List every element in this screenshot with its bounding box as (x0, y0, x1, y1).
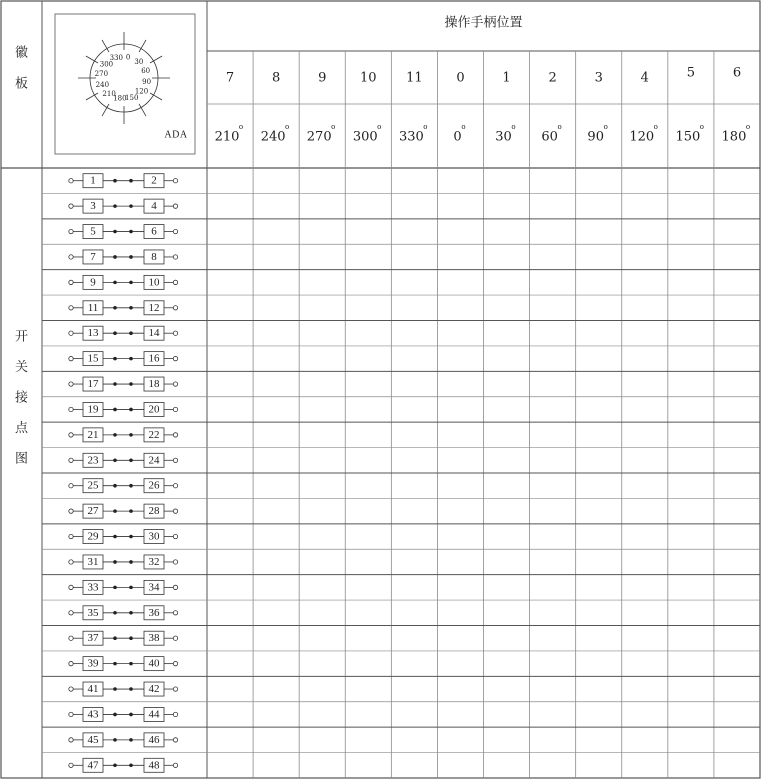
contact-dot (113, 662, 117, 666)
contact-dot (129, 382, 133, 386)
terminal-circle (173, 712, 177, 716)
degree-mark: o (423, 123, 428, 131)
position-angle (353, 123, 382, 145)
terminal-circle (173, 484, 177, 488)
terminal-circle (69, 356, 73, 360)
dial-label: 270 (94, 70, 109, 79)
terminal-circle (69, 331, 73, 335)
contact-dot (129, 484, 133, 488)
contact-dot (113, 738, 117, 742)
contact-number: 38 (148, 632, 160, 645)
degree-mark: o (377, 123, 382, 131)
terminal-circle (173, 255, 177, 259)
terminal-circle (173, 204, 177, 208)
dial-label: 60 (141, 66, 151, 75)
side-label-char: 接 (14, 390, 29, 406)
dial-label: 30 (134, 57, 144, 66)
contact-dot (129, 560, 133, 564)
dial-label: 210 (102, 90, 116, 99)
angle-value: 120 (629, 129, 655, 145)
contact-dot (113, 382, 117, 386)
contact-number: 30 (148, 530, 160, 543)
contact-pair (69, 326, 178, 340)
contact-number: 14 (148, 327, 160, 340)
contact-pair (69, 174, 178, 188)
contact-dot (113, 458, 117, 462)
position-number: 4 (640, 70, 649, 86)
contact-number: 9 (90, 276, 96, 289)
dial-label: 0 (125, 53, 131, 62)
terminal-circle (69, 534, 73, 538)
contact-dot (113, 484, 117, 488)
contact-dot (129, 357, 133, 361)
contact-number: 36 (148, 606, 160, 619)
contact-number: 26 (148, 479, 160, 492)
terminal-circle (173, 280, 177, 284)
contact-pair (69, 682, 178, 696)
contact-number: 24 (148, 454, 160, 467)
contact-number: 1 (90, 174, 96, 187)
terminal-circle (173, 407, 177, 411)
position-number: 7 (225, 70, 235, 86)
position-angle (307, 123, 336, 145)
contact-number: 35 (87, 606, 99, 619)
contact-number: 18 (148, 378, 160, 391)
position-number: 0 (456, 70, 465, 86)
contact-dot (113, 611, 117, 615)
degree-mark: o (557, 123, 562, 131)
angle-value: 330 (398, 129, 424, 145)
position-angle (453, 123, 465, 145)
contact-number: 39 (87, 657, 99, 670)
terminal-circle (69, 179, 73, 183)
terminal-circle (69, 560, 73, 564)
contact-pair (69, 275, 178, 289)
terminal-circle (173, 306, 177, 310)
angle-value: 30 (495, 129, 512, 145)
terminal-circle (173, 534, 177, 538)
terminal-circle (69, 229, 73, 233)
contact-dot (129, 255, 133, 259)
contact-dot (129, 331, 133, 335)
terminal-circle (173, 509, 177, 513)
contact-pair (69, 352, 178, 366)
contact-number: 5 (90, 225, 96, 238)
terminal-circle (69, 280, 73, 284)
terminal-circle (173, 738, 177, 742)
contact-number: 40 (148, 657, 160, 670)
contact-number: 8 (151, 250, 157, 263)
position-number: 9 (318, 70, 327, 86)
contact-number: 31 (87, 555, 99, 568)
contact-number: 21 (87, 428, 99, 441)
contact-dot (129, 433, 133, 437)
position-number: 1 (502, 70, 511, 86)
degree-mark: o (745, 123, 751, 131)
contact-pair (69, 707, 178, 721)
angle-value: 150 (675, 129, 701, 145)
angle-value: 270 (306, 129, 332, 145)
contact-dot (113, 509, 117, 513)
terminal-circle (69, 763, 73, 767)
contact-number: 17 (87, 378, 99, 391)
terminal-circle (69, 712, 73, 716)
angle-value: 90 (587, 129, 604, 145)
contact-dot (129, 204, 133, 208)
contact-pair (69, 402, 178, 416)
contact-number: 12 (148, 301, 160, 314)
degree-mark: o (331, 123, 336, 131)
contact-number: 7 (90, 250, 96, 263)
terminal-circle (173, 661, 177, 665)
side-label-char: 点 (14, 421, 29, 436)
contact-number: 16 (148, 352, 160, 365)
contact-number: 34 (148, 581, 160, 594)
position-number: 10 (360, 70, 377, 86)
contact-pair (69, 758, 178, 772)
degree-mark: o (511, 123, 516, 131)
terminal-circle (69, 433, 73, 437)
contact-number: 19 (87, 403, 99, 416)
position-angle (261, 123, 290, 145)
contact-number: 47 (87, 759, 99, 772)
position-number: 8 (271, 70, 281, 86)
contact-dot (113, 713, 117, 717)
angle-value: 180 (721, 129, 747, 145)
angle-value: 60 (541, 129, 558, 145)
terminal-circle (69, 585, 73, 589)
terminal-circle (173, 763, 177, 767)
terminal-circle (173, 331, 177, 335)
degree-mark: o (461, 123, 466, 131)
position-number: 5 (686, 65, 696, 81)
side-label-char: 开 (14, 329, 29, 345)
terminal-circle (69, 738, 73, 742)
dial-label: 90 (142, 77, 152, 86)
degree-mark: o (603, 123, 608, 131)
contact-pair (69, 428, 178, 442)
contact-number: 37 (87, 632, 99, 645)
contact-pair (69, 377, 178, 391)
dial-label: 180 (113, 94, 127, 103)
terminal-circle (69, 636, 73, 640)
contact-dot (113, 255, 117, 259)
contact-number: 29 (87, 530, 99, 543)
position-number: 6 (732, 65, 742, 81)
dial-label: 240 (95, 81, 110, 90)
angle-value: 0 (453, 129, 462, 145)
contact-pair (69, 225, 178, 239)
contact-pair (69, 733, 178, 747)
contact-dot (129, 611, 133, 615)
contact-dot (129, 281, 133, 285)
contact-pair (69, 199, 178, 213)
contact-dot (129, 687, 133, 691)
contact-pair (69, 657, 178, 671)
angle-value: 300 (352, 129, 378, 145)
contact-dot (113, 306, 117, 310)
contact-dot (129, 306, 133, 310)
position-number: 11 (406, 70, 423, 86)
contact-dot (129, 179, 133, 183)
handle-position-title: 操作手柄位置 (444, 15, 523, 31)
degree-mark: o (238, 123, 244, 131)
terminal-circle (173, 382, 177, 386)
contact-number: 33 (87, 581, 99, 594)
terminal-circle (173, 179, 177, 183)
contact-dot (129, 535, 133, 539)
contact-dot (113, 331, 117, 335)
contact-dot (129, 713, 133, 717)
contact-pair (69, 504, 178, 518)
contact-dot (113, 636, 117, 640)
dial-label: 150 (125, 93, 139, 102)
terminal-circle (69, 687, 73, 691)
contact-pair (69, 453, 178, 467)
contact-number: 48 (148, 759, 160, 772)
contact-number: 46 (148, 733, 160, 746)
terminal-circle (173, 433, 177, 437)
terminal-circle (173, 458, 177, 462)
degree-mark: o (285, 123, 290, 131)
header-label-char: 徽 (14, 45, 29, 61)
contact-number: 13 (87, 327, 99, 340)
dial-label: 330 (109, 54, 123, 63)
terminal-circle (173, 687, 177, 691)
contact-number: 6 (151, 225, 157, 238)
terminal-circle (69, 255, 73, 259)
position-angle (722, 123, 751, 145)
side-label-char: 图 (14, 451, 29, 467)
position-angle (541, 123, 561, 145)
contact-number: 23 (87, 454, 99, 467)
contact-number: 25 (87, 479, 99, 492)
contact-dot (129, 230, 133, 234)
side-label-char: 关 (14, 360, 29, 375)
terminal-circle (173, 611, 177, 615)
degree-mark: o (699, 123, 704, 131)
contact-dot (113, 230, 117, 234)
contact-dot (113, 687, 117, 691)
contact-number: 27 (87, 505, 99, 518)
terminal-circle (69, 509, 73, 513)
dial-label: 300 (99, 60, 114, 69)
position-angle (629, 123, 658, 145)
terminal-circle (69, 458, 73, 462)
contact-pair (69, 555, 178, 569)
angle-value: 210 (214, 129, 240, 145)
contact-number: 42 (148, 683, 160, 696)
position-angle (399, 123, 428, 145)
position-angle (215, 123, 244, 145)
contact-dot (129, 636, 133, 640)
contact-pair (69, 250, 178, 264)
contact-dot (113, 357, 117, 361)
contact-number: 3 (90, 200, 96, 213)
terminal-circle (69, 204, 73, 208)
position-number: 2 (548, 70, 557, 86)
contact-dot (113, 560, 117, 564)
contact-number: 4 (151, 200, 157, 213)
contact-number: 44 (148, 708, 160, 721)
position-angle (587, 123, 607, 145)
terminal-circle (173, 585, 177, 589)
contact-dot (113, 586, 117, 590)
terminal-circle (173, 636, 177, 640)
contact-number: 28 (148, 505, 160, 518)
contact-number: 10 (148, 276, 160, 289)
contact-dot (113, 763, 117, 767)
terminal-circle (173, 560, 177, 564)
contact-dot (113, 204, 117, 208)
contact-dot (113, 179, 117, 183)
contact-dot (129, 458, 133, 462)
terminal-circle (69, 484, 73, 488)
contact-number: 15 (87, 352, 99, 365)
brand-logo-text: ADA (164, 129, 188, 141)
contact-number: 43 (87, 708, 99, 721)
contact-dot (129, 408, 133, 412)
position-number: 3 (594, 70, 603, 86)
contact-dot (113, 281, 117, 285)
header-label-char: 板 (14, 76, 29, 92)
contact-pair (69, 479, 178, 493)
contact-dot (113, 408, 117, 412)
degree-mark: o (653, 123, 658, 131)
position-angle (675, 123, 704, 145)
contact-dot (113, 535, 117, 539)
contact-pair (69, 301, 178, 315)
contact-pair (69, 631, 178, 645)
terminal-circle (69, 611, 73, 615)
contact-dot (129, 662, 133, 666)
contact-dot (113, 433, 117, 437)
contact-number: 22 (148, 428, 160, 441)
contact-dot (129, 738, 133, 742)
contact-number: 11 (87, 301, 99, 314)
contact-number: 45 (87, 733, 99, 746)
dial-label: 120 (134, 87, 149, 96)
contact-dot (129, 763, 133, 767)
contact-number: 41 (87, 683, 99, 696)
terminal-circle (69, 407, 73, 411)
terminal-circle (173, 356, 177, 360)
contact-number: 20 (148, 403, 160, 416)
terminal-circle (69, 306, 73, 310)
contact-dot (129, 509, 133, 513)
terminal-circle (69, 382, 73, 386)
angle-value: 240 (260, 129, 286, 145)
contact-pair (69, 530, 178, 544)
contact-number: 32 (148, 555, 160, 568)
contact-dot (129, 586, 133, 590)
terminal-circle (69, 661, 73, 665)
contact-number: 2 (151, 174, 157, 187)
terminal-circle (173, 229, 177, 233)
contact-pair (69, 606, 178, 620)
position-angle (495, 123, 515, 145)
contact-pair (69, 580, 178, 594)
